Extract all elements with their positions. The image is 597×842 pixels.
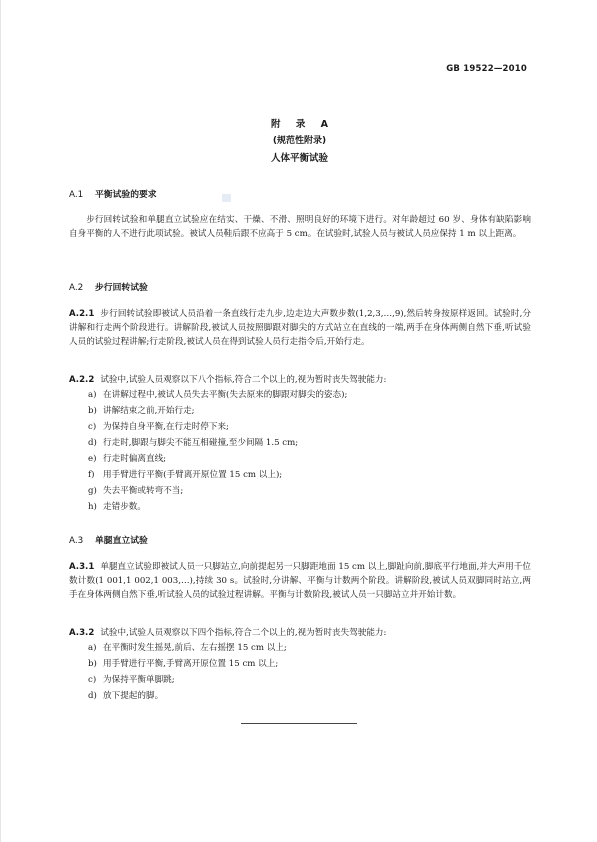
list-text: 在平衡时发生摇晃,前后、左右摇摆 15 cm 以上; xyxy=(103,643,287,653)
end-rule xyxy=(241,723,357,724)
clause-text: 单腿直立试验即被试人员一只脚站立,向前提起另一只脚距地面 15 cm 以上,脚趾向前,脚底平行地面,并大声用千位数计数(1 001,1 002,1 003,…),持续 30 s。试验时,分讲解、平衡与计数两个阶段。讲解阶段,被试人员双脚同时站立,两手在身体两侧自然下垂,听试验人员的试验过程讲解。平衡与计数阶段,被试人员一只脚站立并开始计数。 xyxy=(69,562,531,600)
section-number: A.3 xyxy=(69,536,84,546)
list-item xyxy=(69,640,531,656)
list-item xyxy=(69,656,531,672)
list-item xyxy=(69,435,531,451)
clause-a3-2 xyxy=(69,626,531,640)
annex-title-char: 附 xyxy=(270,119,281,130)
list-marker: a) xyxy=(88,390,97,400)
list-text: 失去平衡或转弯不当; xyxy=(103,486,184,496)
list-text: 走错步数。 xyxy=(103,502,146,512)
list-marker: b) xyxy=(88,659,97,669)
section-a1-paragraph: 步行回转试验和单腿直立试验应在结实、干燥、不滑、照明良好的环境下进行。对年龄超过 60 岁、身体有缺陷影响自身平衡的人不进行此项试验。被试人员鞋后跟不应高于 5 cm。在试验时,试验人员与被试人员应保持 1 m 以上距离。 xyxy=(69,215,531,239)
list-marker: h) xyxy=(88,502,97,512)
section-title: 平衡试验的要求 xyxy=(95,190,157,200)
list-text: 为保持自身平衡,在行走时停下来; xyxy=(103,422,229,432)
annex-title xyxy=(1,116,597,130)
clause-number: A.2.2 xyxy=(69,375,95,385)
list-text: 在讲解过程中,被试人员失去平衡(失去原来的脚跟对脚尖的姿态); xyxy=(103,390,348,400)
annex-nature: (规范性附录) xyxy=(272,136,327,146)
list-text: 讲解结束之前,开始行走; xyxy=(103,406,195,416)
annex-title-char: 录 xyxy=(295,119,306,130)
list-text: 用手臂进行平衡,手臂离开原位置 15 cm 以上; xyxy=(103,659,279,669)
list-item xyxy=(69,451,531,467)
clause-text: 试验中,试验人员观察以下四个指标,符合二个以上的,视为暂时丧失驾驶能力: xyxy=(100,628,387,638)
list-text: 用手臂进行平衡(手臂离开原位置 15 cm 以上); xyxy=(103,470,283,480)
indicator-list-a2 xyxy=(69,387,531,515)
indicator-list-a3 xyxy=(69,640,531,704)
clause-a2-1 xyxy=(69,307,531,349)
list-marker: d) xyxy=(88,438,97,448)
list-marker: e) xyxy=(88,454,97,464)
clause-text: 试验中,试验人员观察以下八个指标,符合二个以上的,视为暂时丧失驾驶能力: xyxy=(100,375,387,385)
list-marker: c) xyxy=(88,675,97,685)
annex-title-char: A xyxy=(320,119,328,130)
list-text: 放下提起的脚。 xyxy=(103,691,164,701)
list-item xyxy=(69,419,531,435)
watermark-mark xyxy=(222,194,231,202)
list-marker: f) xyxy=(88,470,95,480)
standard-number: GB 19522—2010 xyxy=(446,64,527,74)
section-number: A.1 xyxy=(69,190,84,200)
list-item xyxy=(69,688,531,704)
list-marker: g) xyxy=(88,486,97,496)
list-item xyxy=(69,403,531,419)
clause-number: A.3.2 xyxy=(69,628,95,638)
list-marker: b) xyxy=(88,406,97,416)
section-heading-a3 xyxy=(69,533,148,546)
section-number: A.2 xyxy=(69,283,84,293)
list-marker: c) xyxy=(88,422,97,432)
list-text: 为保持平衡单脚跳; xyxy=(103,675,175,685)
list-marker: d) xyxy=(88,691,97,701)
list-item xyxy=(69,467,531,483)
clause-number: A.3.1 xyxy=(69,562,95,572)
clause-a3-1 xyxy=(69,560,531,602)
list-text: 行走时偏离直线; xyxy=(103,454,167,464)
section-title: 步行回转试验 xyxy=(95,283,148,293)
clause-text: 步行回转试验即被试人员沿着一条直线行走九步,边走边大声数步数(1,2,3,…,9),然后转身按原样返回。试验时,分讲解和行走两个阶段进行。讲解阶段,被试人员按照脚跟对脚尖的方式站立在直线的一端,两手在身体两侧自然下垂,听试验人员的试验过程讲解;行走阶段,被试人员在得到试验人员行走指令后,开始行走。 xyxy=(69,309,531,347)
list-item xyxy=(69,499,531,515)
clause-number: A.2.1 xyxy=(69,309,95,319)
list-marker: a) xyxy=(88,643,97,653)
clause-a2-2 xyxy=(69,373,531,387)
section-heading-a2 xyxy=(69,280,148,293)
list-text: 行走时,脚跟与脚尖不能互相碰撞,至少间隔 1.5 cm; xyxy=(103,438,299,448)
section-heading-a1 xyxy=(69,187,157,200)
section-title: 单腿直立试验 xyxy=(95,536,148,546)
list-item xyxy=(69,672,531,688)
annex-name: 人体平衡试验 xyxy=(270,153,328,164)
list-item xyxy=(69,483,531,499)
list-item xyxy=(69,387,531,403)
